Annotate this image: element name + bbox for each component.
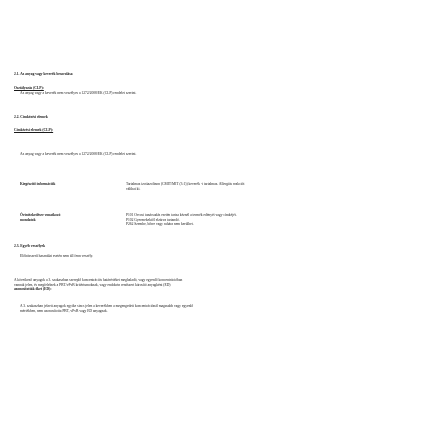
label-elements-text: Az anyag vagy a keverék nem veszélyes a 1272/2008/EK (CLP) rendelet szerint. <box>20 152 137 156</box>
classification-text: Az anyag vagy a keverék nem veszélyes a 1272/2008/EK (CLP) rendelet szerint. <box>20 91 137 95</box>
section-2-3-heading: 2.3. Egyéb veszélyek <box>14 244 46 248</box>
pbt-para1-line2: vannak jelen, és megfelelnek a PBT/vPvB kritériumoknak, vagy endokrin rendszert károsító anyagként (ED) <box>14 282 171 287</box>
supplementary-info-label: Kiegészítő információk <box>20 182 56 186</box>
pbt-para1-line1: A következő anyagok a 3. szakaszban szereplő koncentrációs határértéket meghaladó, vagy egyenlő koncentrációban <box>14 278 183 282</box>
pbt-para2-line2: mértékben, nem azonosította PBT, vPvB vagy ED anyagnak. <box>20 308 108 313</box>
p102-statement: P102 Gyermekektől elzárva tartandó. <box>126 217 180 222</box>
supplementary-info-line1: Tartalmaz izotiazolinon (CMIT/MIT (3:1)) keverék -t tartalmaz. Allergiás reakciót <box>126 182 245 186</box>
section-2-2-heading: 2.2. Címkézési elemek <box>14 115 48 119</box>
precautionary-label-line2: mondatok <box>20 217 36 222</box>
p262-statement: P262 Szembe, bőrre vagy ruhára nem kerülhet. <box>126 222 194 226</box>
no-hazard-text: Előírásszerű használat esetén nem áll fenn veszély. <box>20 254 94 258</box>
classification-label: Osztályozás (CLP): <box>14 86 44 90</box>
section-2-1-heading: 2.1. Az anyag vagy keverék besorolása <box>14 72 73 76</box>
pbt-para1-line3: azonosították őket (ED): <box>14 287 52 291</box>
label-elements-label: Címkézési elemek (CLP): <box>14 128 54 132</box>
p101-statement: P101 Orvosi tanácsadás esetén tartsa kéznél a termék edényét vagy címkéjét. <box>126 213 237 217</box>
supplementary-info-line2: válthat ki. <box>126 186 141 191</box>
pbt-para2-line1: A 3. szakaszban jelzett anyagok egyike sincs jelen a keverékben a megengedett koncentrációnál magasabb vagy egyenlő <box>20 304 194 308</box>
precautionary-label-line1: Óvintézkedésre vonatkozó <box>20 213 61 217</box>
